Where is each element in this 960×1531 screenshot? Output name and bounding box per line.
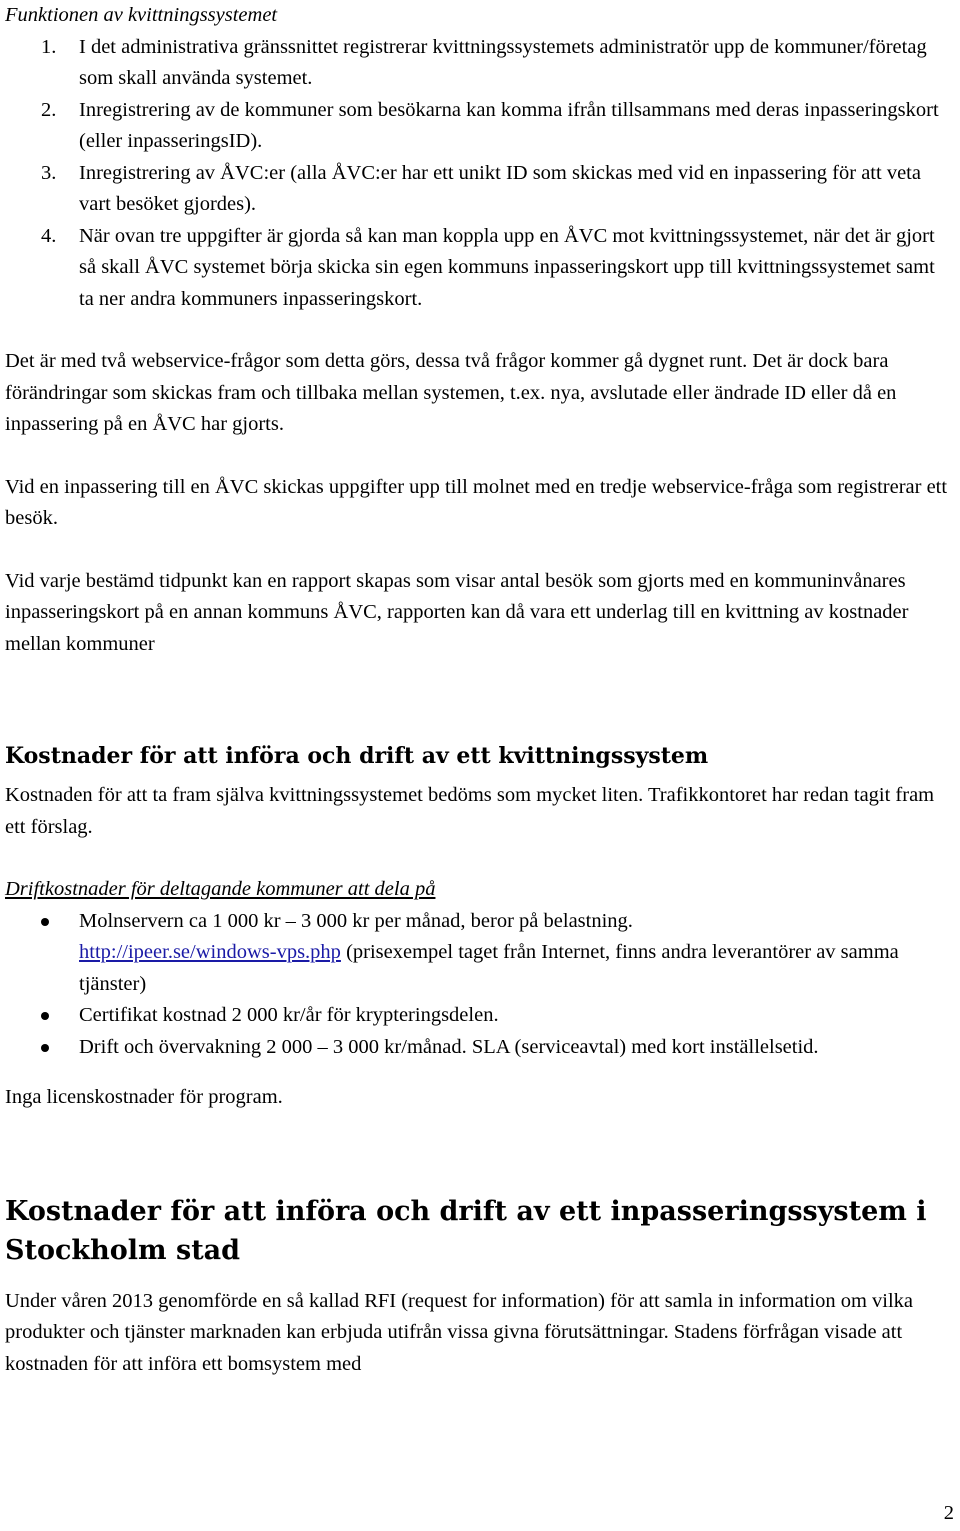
bullet-icon xyxy=(41,1012,49,1020)
paragraph-rfi: Under våren 2013 genomförde en så kallad RFI (request for information) för att samla in information om vilka produkter och tjänster marknaden kan erbjuda utifrån vissa givna förutsättningar. Stadens förfrågan visade att kostnaden för att införa ett bomsystem med xyxy=(5,1289,914,1375)
list-item xyxy=(5,95,950,158)
bullet-item xyxy=(5,1032,950,1064)
spacer xyxy=(5,660,950,741)
paragraph-licens: Inga licenskostnader för program. xyxy=(5,1086,283,1108)
bullet-item xyxy=(5,906,950,1001)
price-link[interactable]: http://ipeer.se/windows-vps.php xyxy=(79,941,341,963)
bullet-item xyxy=(5,1000,950,1032)
bullet-icon xyxy=(41,1044,49,1052)
paragraph-inpassering: Vid en inpassering till en ÅVC skickas uppgifter upp till molnet med en tredje webservice-fråga som registrerar ett besök. xyxy=(5,475,948,529)
paragraph-rapport: Vid varje bestämd tidpunkt kan en rapport skapas som visar antal besök som gjorts med en kommuninvånares inpasseringskort på en annan kommuns ÅVC, rapporten kan då vara ett underlag till en kvittning av kostnader mellan kommuner xyxy=(5,569,909,655)
list-number: 4. xyxy=(41,224,57,247)
list-number: 2. xyxy=(41,98,57,121)
list-number: 1. xyxy=(41,35,57,58)
paragraph-cost-intro: Kostnaden för att ta fram själva kvittningssystemet bedöms som mycket liten. Trafikkontoret har redan tagit fram ett förslag. xyxy=(5,784,935,838)
bullet-list xyxy=(5,906,950,1064)
bullet-text: Drift och övervakning 2 000 – 3 000 kr/månad. SLA (serviceavtal) med kort inställelsetid. xyxy=(79,1035,819,1058)
list-item-text: Inregistrering av ÅVC:er (alla ÅVC:er har ett unikt ID som skickas med vid en inpassering för att veta vart besöket gjordes). xyxy=(79,161,921,215)
list-item-text: I det administrativa gränssnittet registrerar kvittningssystemets administratör upp de kommuner/företag som skall använda systemet. xyxy=(79,35,927,89)
spacer xyxy=(5,1114,950,1192)
bullet-icon xyxy=(41,918,49,926)
paragraph-webservice: Det är med två webservice-frågor som detta görs, dessa två frågor kommer gå dygnet runt. Det är dock bara förändringar som skickas fram och tillbaka mellan systemen, t.ex. nya, avslutade eller ändrade ID eller då en inpassering på en ÅVC har gjorts. xyxy=(5,350,897,435)
list-number: 3. xyxy=(41,161,57,184)
numbered-list xyxy=(5,32,950,316)
list-item-text: Inregistrering av de kommuner som besökarna kan komma ifrån tillsammans med deras inpasseringskort (eller inpasseringsID). xyxy=(79,98,939,152)
list-item-text: När ovan tre uppgifter är gjorda så kan man koppla upp en ÅVC mot kvittningssystemet, när det är gjort så skall ÅVC systemet börja skicka sin egen kommuns inpasseringskort upp till kvittningssystemet samt ta ner andra kommuners inpasseringskort. xyxy=(79,224,935,310)
section-heading-costs-kvittning: Kostnader för att införa och drift av ett kvittningssystem xyxy=(5,743,709,769)
list-item xyxy=(5,221,950,316)
bullet-text: Certifikat kostnad 2 000 kr/år för krypteringsdelen. xyxy=(79,1004,499,1026)
list-item xyxy=(5,158,950,221)
page-number: 2 xyxy=(943,1502,954,1524)
document-page xyxy=(5,0,950,1380)
section-heading-function: Funktionen av kvittningssystemet xyxy=(5,4,278,26)
bullet-text-after-link: (prisexempel taget från Internet, finns andra leverantörer av samma tjänster) xyxy=(79,941,899,995)
subheading-driftkostnader: Driftkostnader för deltagande kommuner att dela på xyxy=(5,878,436,900)
bullet-text: Molnservern ca 1 000 kr – 3 000 kr per månad, beror på belastning. xyxy=(79,909,633,932)
list-item xyxy=(5,32,950,95)
section-heading-costs-inpassering: Kostnader för att införa och drift av ett inpasseringssystem i Stockholm stad xyxy=(5,1195,927,1266)
